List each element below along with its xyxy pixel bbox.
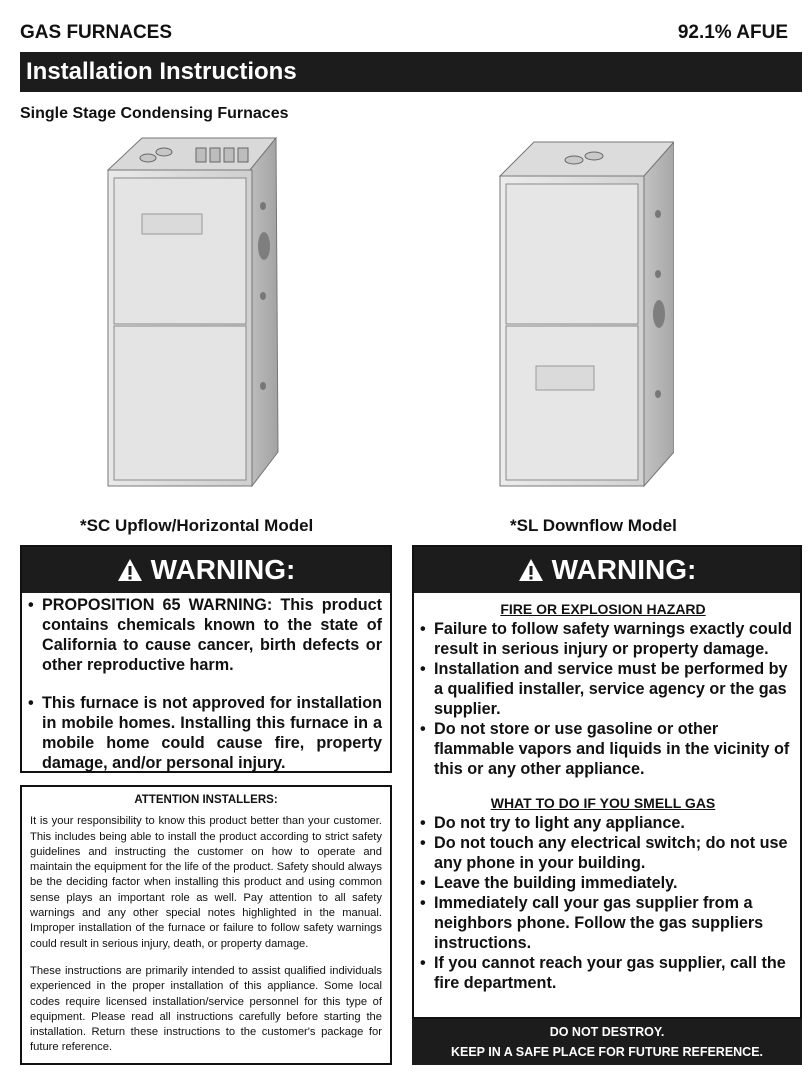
warning-header-right	[414, 547, 800, 593]
upflow-model-caption: *SC Upflow/Horizontal Model	[80, 516, 314, 535]
upflow-furnace-image	[100, 126, 280, 488]
smell-gas-item: • Immediately call your gas supplier from a neighbors phone. Follow the gas suppliers instructions.	[414, 893, 792, 953]
warning-triangle-icon	[117, 558, 143, 582]
page-subtitle: Single Stage Condensing Furnaces	[20, 105, 289, 122]
mobile-home-warning: • This furnace is not approved for installation in mobile homes. Installing this furnace in a mobile home could cause fire, property damage, and/or personal injury.	[22, 693, 382, 773]
title-banner: Installation Instructions	[20, 52, 802, 92]
warning-title-left: WARNING:	[150, 554, 296, 585]
fire-hazard-heading: FIRE OR EXPLOSION HAZARD	[500, 601, 706, 617]
warning-title-right: WARNING:	[551, 554, 697, 585]
keep-safe-line: KEEP IN A SAFE PLACE FOR FUTURE REFERENCE.	[450, 1045, 764, 1059]
warning-box-right	[412, 545, 802, 1019]
attention-title: ATTENTION INSTALLERS:	[134, 794, 278, 806]
attention-installers-box	[20, 785, 392, 1065]
smell-gas-item: • Do not try to light any appliance.	[414, 813, 792, 833]
attention-paragraph: These instructions are primarily intended to assist qualified individuals experienced in the proper installation of this appliance. Some local codes require licensed installation/service personnel for this type of equipment. Please read all instructions carefully before starting the installation. Return these instructions to the customer's package for future reference.	[30, 964, 382, 1054]
warning-box-left	[20, 545, 392, 773]
smell-gas-item: • Leave the building immediately.	[414, 873, 792, 893]
do-not-destroy-line: DO NOT DESTROY.	[549, 1025, 665, 1039]
warning-triangle-icon	[518, 558, 544, 582]
do-not-destroy-banner	[412, 1019, 802, 1065]
smell-gas-item: • Do not touch any electrical switch; do not use any phone in your building.	[414, 833, 792, 873]
downflow-model-caption: *SL Downflow Model	[510, 516, 677, 535]
prop65-warning: • PROPOSITION 65 WARNING: This product contains chemicals known to the state of California to cause cancer, birth defects or other reproductive harm.	[22, 595, 382, 675]
smell-gas-heading: WHAT TO DO IF YOU SMELL GAS	[490, 795, 716, 811]
attention-paragraph: It is your responsibility to know this product better than your customer. This includes being able to install the product according to strict safety guidelines and instructing the customer on how to operate and maintain the equipment for the life of the product. Safety should always be the deciding factor when installing this product and using common sense plays an important role as well. Pay attention to all safety warnings and any other special notes highlighted in the manual. Improper installation of the furnace or failure to follow safety warnings could result in serious injury, death, or property damage.	[30, 815, 382, 950]
category-label: GAS FURNACES	[20, 22, 173, 43]
downflow-furnace-image	[494, 134, 674, 488]
smell-gas-item: • If you cannot reach your gas supplier, call the fire department.	[414, 953, 792, 993]
hazard-item: • Installation and service must be performed by a qualified installer, service agency or the gas supplier.	[414, 659, 792, 719]
hazard-item: • Failure to follow safety warnings exactly could result in serious injury or property damage.	[414, 619, 792, 659]
hazard-item: • Do not store or use gasoline or other flammable vapors and liquids in the vicinity of this or any other appliance.	[414, 719, 792, 779]
warning-header-left	[22, 547, 390, 593]
efficiency-label: 92.1% AFUE	[677, 22, 788, 43]
